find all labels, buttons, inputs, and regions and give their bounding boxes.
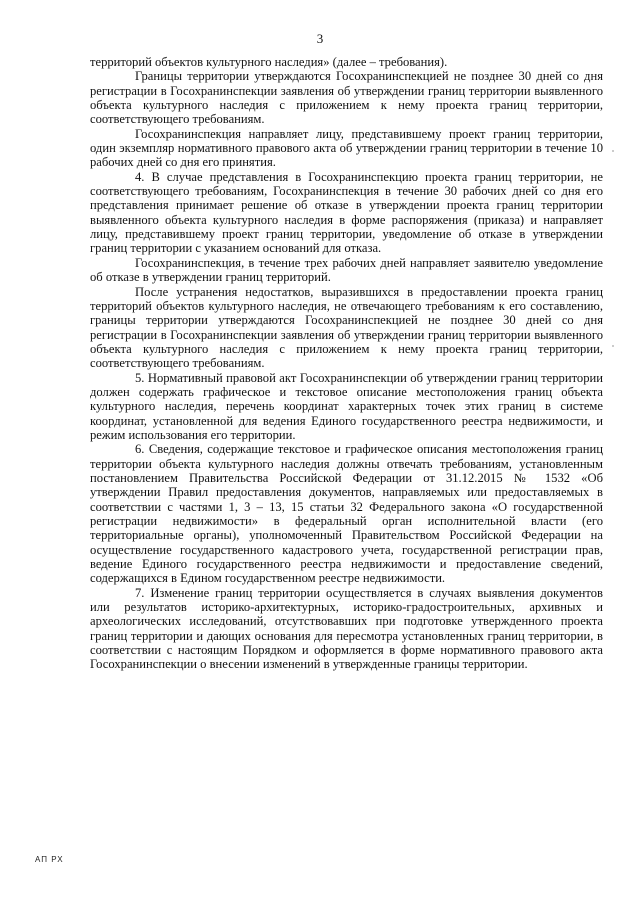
paragraph-item-5: 5. Нормативный правовой акт Госохранинспекции об утверждении границ территории должен содержать графическое и текстовое описание местоположения границ объекта культурного наследия, перечень координат характерных точек этих границ в системе координат, установленной для ведения Единого государственного реестра недвижимости, и режим использования его территории. [90, 370, 603, 442]
paragraph-continuation: территорий объектов культурного наследия» (далее – требования). [90, 55, 448, 69]
document-body [90, 55, 603, 672]
paragraph-item-6: 6. Сведения, содержащие текстовое и графическое описания местоположения границ территории объекта культурного наследия должны отвечать требованиям, установленным постановлением Правительства Российской Федерации от 31.12.2015 № 1532 «Об утверждении Правил предоставления документов, направляемых или предоставляемых в соответствии с частями 1, 3 – 13, 15 статьи 32 Федерального закона «О государственной регистрации недвижимости» в федеральный орган исполнительной власти (его территориальные органы), уполномоченный Правительством Российской Федерации на осуществление государственного кадастрового учета, государственной регистрации прав, ведение Единого государственного реестра недвижимости и предоставление сведений, содержащихся в Едином государственном реестре недвижимости. [90, 442, 603, 586]
scan-artifact [612, 150, 614, 152]
footer-mark: АП РХ [35, 855, 64, 864]
paragraph-item-7: 7. Изменение границ территории осуществляется в случаях выявления документов или результатов историко-архитектурных, историко-градостроительных, архивных и археологических исследований, отсутствовавших при подготовке утвержденного проекта границ территории и дающих основания для пересмотра установленных границ территории, в соответствии с настоящим Порядком и оформляется в форме нормативного правового акта Госохранинспекции о внесении изменений в утвержденные границы территории. [90, 585, 603, 672]
paragraph-after-correction: После устранения недостатков, выразившихся в предоставлении проекта границ территорий объектов культурного наследия, не отвечающего требованиям к его составлению, границы территории утверждаются Госохранинспекцией не позднее 30 дней со дня регистрации в Госохранинспекции заявления об утверждении границ территории выявленного объекта культурного наследия с приложением к нему проекта границ территории, соответствующего требованиям. [90, 284, 603, 371]
scan-artifact [612, 345, 614, 347]
paragraph-borders-approval: Границы территории утверждаются Госохранинспекцией не позднее 30 дней со дня регистрации в Госохранинспекции заявления об утверждении границ территории выявленного объекта культурного наследия с приложением к нему проекта границ территории, соответствующего требованиям. [90, 69, 603, 127]
paragraph-refusal-notice: Госохранинспекция, в течение трех рабочих дней направляет заявителю уведомление об отказе в утверждении границ территорий. [90, 255, 603, 285]
page-number: 3 [316, 31, 324, 46]
paragraph-copy-sent: Госохранинспекция направляет лицу, представившему проект границ территории, один экземпляр нормативного правового акта об утверждении границ территории в течение 10 рабочих дней со дня его принятия. [90, 126, 603, 170]
paragraph-item-4: 4. В случае представления в Госохранинспекцию проекта границ территории, не соответствующего требованиям, Госохранинспекция в течение 30 рабочих дней со дня его представления принимает решение об отказе в утверждении проекта границ территории выявленного объекта культурного наследия в форме распоряжения (приказа) и направляет лицу, представившему проект границ территории, уведомление об отказе в утверждении границ территории с указанием оснований для отказа. [90, 169, 603, 256]
